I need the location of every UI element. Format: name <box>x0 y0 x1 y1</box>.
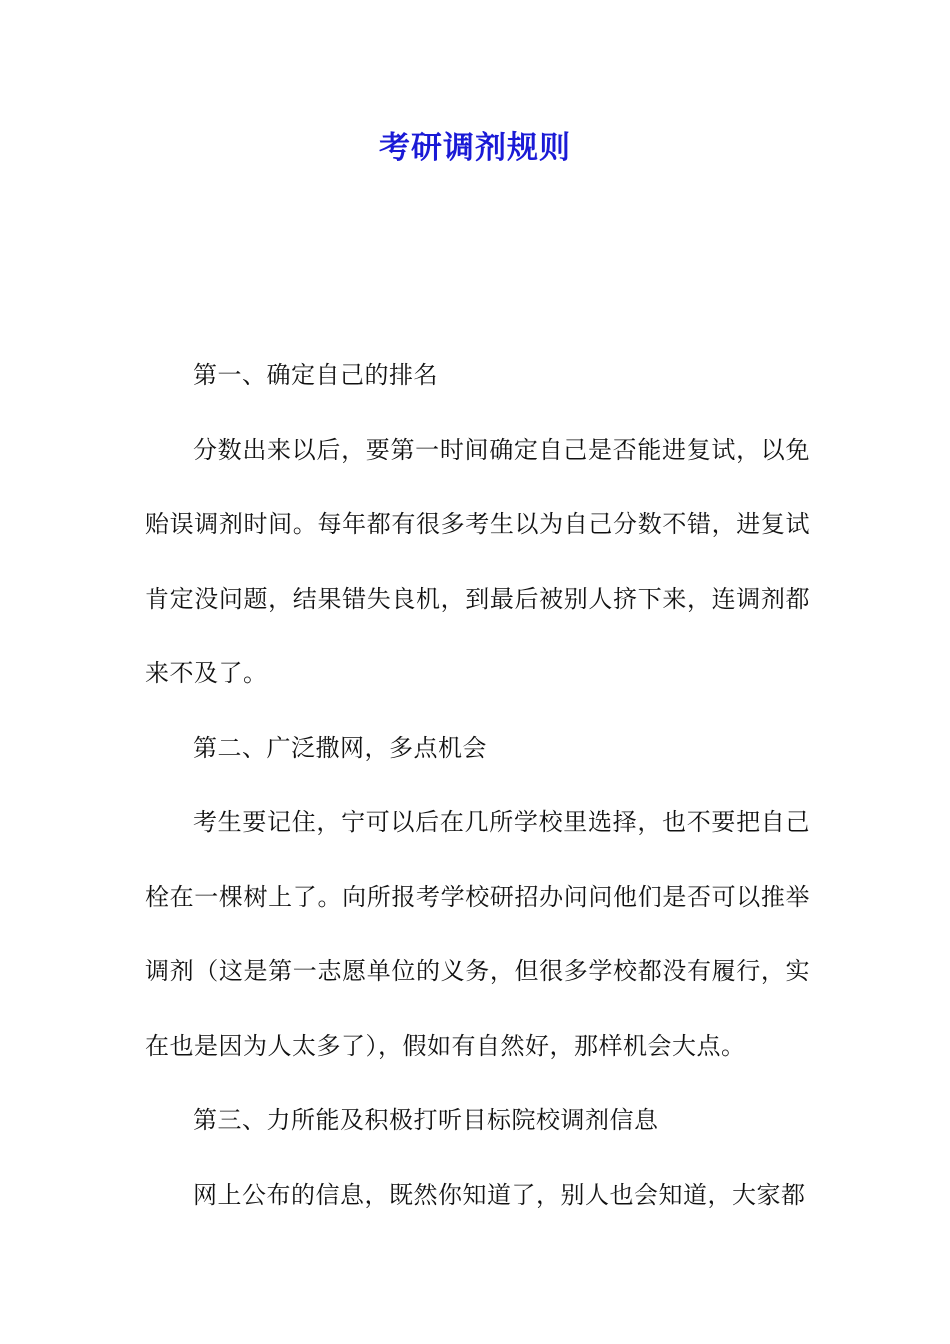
section-heading-2: 第二、广泛撒网，多点机会 <box>193 733 487 762</box>
paragraph-2: 考生要记住，宁可以后在几所学校里选择，也不要把自己栓在一棵树上了。向所报考学校研招办问问他们是否可以推举调剂（这是第一志愿单位的义务，但很多学校都没有履行，实在也是因为人太多了），假如有自然好，那样机会大点。 <box>145 808 810 1060</box>
document-body <box>145 338 810 1232</box>
paragraph-1: 分数出来以后，要第一时间确定自己是否能进复试，以免贻误调剂时间。每年都有很多考生以为自己分数不错，进复试肯定没问题，结果错失良机，到最后被别人挤下来，连调剂都来不及了。 <box>145 435 810 687</box>
section-heading-1: 第一、确定自己的排名 <box>193 361 438 389</box>
paragraph-3: 网上公布的信息，既然你知道了，别人也会知道，大家都 <box>193 1180 806 1209</box>
section-heading-3: 第三、力所能及积极打听目标院校调剂信息 <box>193 1106 659 1134</box>
document-title: 考研调剂规则 <box>379 130 571 166</box>
